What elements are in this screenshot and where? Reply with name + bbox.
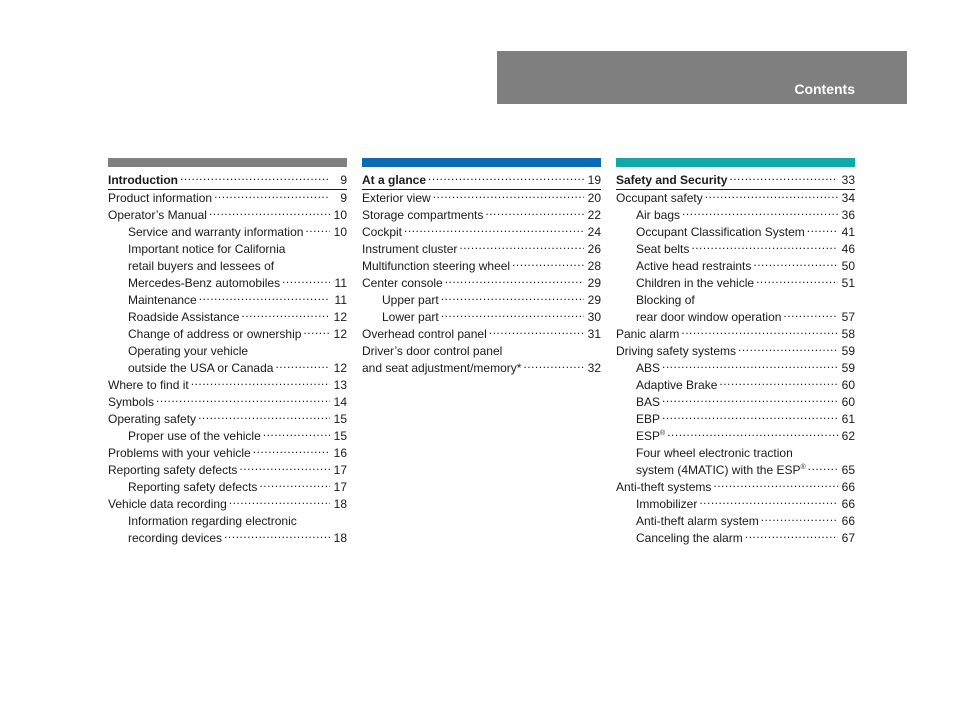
toc-entry-page: 24 (587, 225, 601, 239)
toc-entry[interactable] (108, 428, 347, 445)
toc-entry[interactable] (108, 241, 347, 258)
dot-leader (745, 530, 838, 542)
dot-leader (287, 241, 330, 253)
dot-leader (253, 445, 330, 457)
toc-entry[interactable] (362, 241, 601, 258)
dot-leader (662, 360, 838, 372)
toc-entry-page: 30 (587, 310, 601, 324)
toc-entry-page: 32 (587, 361, 601, 375)
toc-entry[interactable] (616, 530, 855, 547)
dot-leader (662, 394, 838, 406)
toc-entry-label: EBP (636, 412, 661, 426)
toc-entry-page: 36 (841, 208, 855, 222)
dot-leader (445, 275, 584, 287)
toc-entry-page: 29 (587, 276, 601, 290)
toc-entry-page: 19 (587, 173, 601, 187)
toc-entry[interactable] (616, 343, 855, 360)
toc-entry-label: Multifunction steering wheel (362, 259, 511, 273)
toc-entry[interactable] (616, 445, 855, 462)
toc-entry-label: Adaptive Brake (636, 378, 718, 392)
toc-entry-page: 12 (333, 361, 347, 375)
dot-leader (713, 479, 838, 491)
toc-entry[interactable] (362, 207, 601, 224)
toc-entry-label: Information regarding electronic (128, 514, 297, 528)
toc-entry[interactable] (616, 428, 855, 445)
toc-entry[interactable] (616, 207, 855, 224)
toc-entry-label: Change of address or ownership (128, 327, 302, 341)
toc-column-at-a-glance (362, 158, 601, 377)
dot-leader (783, 309, 838, 321)
toc-entry-label: Blocking of (636, 293, 695, 307)
dot-leader (753, 258, 838, 270)
toc-entry-label: Important notice for California (128, 242, 286, 256)
toc-entry-label: Anti-theft alarm system (636, 514, 759, 528)
dot-leader (433, 190, 584, 202)
toc-column-safety-and-security (616, 158, 855, 547)
toc-entry-label: Where to find it (108, 378, 189, 392)
toc-entry-page: 20 (587, 191, 601, 205)
toc-entry[interactable] (616, 496, 855, 513)
toc-entry[interactable] (362, 326, 601, 343)
toc-entry-page: 59 (841, 344, 855, 358)
dot-leader (756, 275, 838, 287)
toc-entry-label: Upper part (382, 293, 439, 307)
toc-entry-page: 16 (333, 446, 347, 460)
toc-entry[interactable] (616, 377, 855, 394)
toc-entry-label: Operator’s Manual (108, 208, 207, 222)
toc-entry[interactable] (616, 326, 855, 343)
registered-mark: ® (800, 464, 806, 471)
toc-entry-label: Children in the vehicle (636, 276, 755, 290)
dot-leader (156, 394, 330, 406)
toc-entry-page: 31 (587, 327, 601, 341)
toc-entry-label: Reporting safety defects (128, 480, 258, 494)
toc-entry[interactable] (108, 224, 347, 241)
toc-entry[interactable] (616, 360, 855, 377)
toc-entry-page: 10 (333, 225, 347, 239)
dot-leader (667, 428, 838, 440)
toc-entry-page: 66 (841, 497, 855, 511)
toc-entry[interactable] (616, 479, 855, 496)
toc-entry-label: Operating your vehicle (128, 344, 249, 358)
header-band (497, 51, 907, 104)
dot-leader (485, 207, 584, 219)
toc-entry-page: 60 (841, 378, 855, 392)
toc-entry-label: Product information (108, 191, 213, 205)
toc-entry[interactable] (108, 360, 347, 377)
toc-entry[interactable] (108, 445, 347, 462)
toc-entry-label: Safety and Security (616, 173, 728, 187)
dot-leader (691, 241, 838, 253)
toc-entry-label: Active head restraints (636, 259, 752, 273)
toc-entry[interactable] (616, 411, 855, 428)
toc-entry-label: Reporting safety defects (108, 463, 238, 477)
toc-entry-page: 11 (334, 276, 347, 290)
toc-entry-page: 57 (841, 310, 855, 324)
toc-entry-page: 17 (333, 480, 347, 494)
dot-leader (180, 172, 330, 184)
toc-entry-label: Mercedes-Benz automobiles (128, 276, 281, 290)
dot-leader (738, 343, 838, 355)
toc-entry-label: BAS (636, 395, 661, 409)
toc-entry-label: system (4MATIC) with the ESP® (636, 463, 806, 477)
toc-entry-label: Driver’s door control panel (362, 344, 503, 358)
toc-entry[interactable] (362, 292, 601, 309)
dot-leader (191, 377, 330, 389)
toc-entry-label: Problems with your vehicle (108, 446, 251, 460)
toc-entry[interactable] (108, 479, 347, 496)
dot-leader (250, 343, 330, 355)
toc-entry-label: outside the USA or Canada (128, 361, 274, 375)
dot-leader (662, 411, 838, 423)
toc-entry[interactable] (108, 462, 347, 479)
toc-entry-page: 15 (333, 412, 347, 426)
toc-entry-label: Driving safety systems (616, 344, 737, 358)
toc-entry[interactable] (108, 172, 347, 190)
toc-entry[interactable] (616, 513, 855, 530)
dot-leader (275, 360, 330, 372)
toc-entry[interactable] (108, 394, 347, 411)
toc-entry[interactable] (108, 411, 347, 428)
toc-column-introduction (108, 158, 347, 547)
toc-entry-page: 33 (841, 173, 855, 187)
toc-entry-label: Exterior view (362, 191, 431, 205)
toc-entry[interactable] (616, 394, 855, 411)
toc-entry[interactable] (108, 292, 347, 309)
dot-leader (224, 530, 330, 542)
toc-entry-label: Vehicle data recording (108, 497, 227, 511)
dot-leader (489, 326, 584, 338)
toc-entry-label: rear door window operation (636, 310, 782, 324)
toc-entry-page: 66 (841, 514, 855, 528)
toc-entry[interactable] (616, 258, 855, 275)
dot-leader (512, 258, 584, 270)
toc-entry[interactable] (362, 275, 601, 292)
dot-leader (299, 513, 330, 525)
toc-entry-page: 18 (333, 531, 347, 545)
toc-entry-label: Canceling the alarm (636, 531, 743, 545)
dot-leader (699, 496, 838, 508)
toc-entry-label: Seat belts (636, 242, 690, 256)
toc-entry[interactable] (616, 224, 855, 241)
toc-entry-page: 65 (841, 463, 855, 477)
toc-entry-page: 51 (841, 276, 855, 290)
toc-list (108, 172, 347, 547)
toc-entry-page: 50 (841, 259, 855, 273)
toc-entry-label: Proper use of the vehicle (128, 429, 261, 443)
toc-entry[interactable] (362, 258, 601, 275)
dot-leader (241, 309, 330, 321)
toc-entry-page: 9 (340, 173, 347, 187)
toc-entry-label: Storage compartments (362, 208, 484, 222)
toc-entry-label: Service and warranty information (128, 225, 304, 239)
toc-entry-label: Anti-theft systems (616, 480, 712, 494)
toc-entry-label: Cockpit (362, 225, 403, 239)
dot-leader (719, 377, 838, 389)
toc-entry[interactable] (108, 530, 347, 547)
dot-leader (795, 445, 838, 457)
dot-leader (523, 360, 584, 372)
toc-entry-label: recording devices (128, 531, 223, 545)
toc-entry[interactable] (108, 207, 347, 224)
toc-entry-page: 22 (587, 208, 601, 222)
toc-entry-page: 61 (841, 412, 855, 426)
toc-entry-label: and seat adjustment/memory* (362, 361, 522, 375)
toc-entry-page: 17 (333, 463, 347, 477)
toc-entry-label: Introduction (108, 173, 178, 187)
dot-leader (808, 462, 838, 474)
toc-entry-label: Occupant safety (616, 191, 703, 205)
dot-leader (729, 172, 838, 184)
dot-leader (459, 241, 584, 253)
toc-entry-label: Instrument cluster (362, 242, 458, 256)
dot-leader (697, 292, 838, 304)
toc-entry-page: 12 (333, 327, 347, 341)
toc-entry-label: ESP® (636, 429, 666, 443)
dot-leader (441, 292, 584, 304)
toc-entry[interactable] (362, 343, 601, 360)
dot-leader (404, 224, 584, 236)
toc-entry-label: Roadside Assistance (128, 310, 240, 324)
dot-leader (305, 224, 330, 236)
section-color-bar (108, 158, 347, 167)
dot-leader (239, 462, 330, 474)
toc-entry-page: 66 (841, 480, 855, 494)
toc-entry-label: Air bags (636, 208, 681, 222)
toc-entry[interactable] (108, 326, 347, 343)
dot-leader (428, 172, 584, 184)
toc-entry-label: Center console (362, 276, 443, 290)
dot-leader (229, 496, 330, 508)
dot-leader (807, 224, 838, 236)
dot-leader (214, 190, 330, 202)
toc-entry-page: 14 (333, 395, 347, 409)
dot-leader (198, 411, 330, 423)
dot-leader (259, 479, 330, 491)
dot-leader (303, 326, 330, 338)
toc-entry-page: 15 (333, 429, 347, 443)
toc-entry[interactable] (362, 190, 601, 207)
toc-entry-label: Occupant Classification System (636, 225, 805, 239)
toc-entry-label: At a glance (362, 173, 427, 187)
toc-entry[interactable] (362, 224, 601, 241)
toc-entry-page: 67 (841, 531, 855, 545)
toc-entry-page: 34 (841, 191, 855, 205)
toc-entry[interactable] (616, 190, 855, 207)
toc-entry[interactable] (362, 172, 601, 190)
dot-leader (199, 292, 330, 304)
toc-entry[interactable] (616, 241, 855, 258)
toc-list (616, 172, 855, 547)
toc-entry[interactable] (108, 258, 347, 275)
toc-entry[interactable] (108, 275, 347, 292)
toc-entry-label: Overhead control panel (362, 327, 487, 341)
dot-leader (761, 513, 838, 525)
toc-entry-page: 58 (841, 327, 855, 341)
toc-entry-label: Maintenance (128, 293, 197, 307)
toc-entry-page: 60 (841, 395, 855, 409)
section-color-bar (362, 158, 601, 167)
toc-entry-page: 10 (333, 208, 347, 222)
toc-entry-page: 28 (587, 259, 601, 273)
dot-leader (681, 326, 838, 338)
toc-entry-label: Lower part (382, 310, 439, 324)
toc-entry[interactable] (108, 309, 347, 326)
toc-entry[interactable] (616, 309, 855, 326)
toc-entry[interactable] (108, 496, 347, 513)
toc-entry[interactable] (362, 309, 601, 326)
toc-entry-page: 41 (841, 225, 855, 239)
dot-leader (682, 207, 838, 219)
dot-leader (441, 309, 584, 321)
toc-entry-page: 9 (340, 191, 347, 205)
toc-entry[interactable] (108, 343, 347, 360)
toc-entry-label: retail buyers and lessees of (128, 259, 275, 273)
toc-entry-page: 62 (841, 429, 855, 443)
toc-entry[interactable] (108, 377, 347, 394)
toc-entry[interactable] (108, 513, 347, 530)
toc-entry-page: 13 (333, 378, 347, 392)
toc-entry-page: 18 (333, 497, 347, 511)
toc-entry-label: ABS (636, 361, 661, 375)
toc-entry-page: 12 (333, 310, 347, 324)
toc-entry-page: 59 (841, 361, 855, 375)
dot-leader (263, 428, 330, 440)
toc-entry-page: 29 (587, 293, 601, 307)
registered-mark: ® (660, 430, 666, 437)
toc-entry[interactable] (362, 360, 601, 377)
toc-entry-label: Symbols (108, 395, 155, 409)
toc-entry-page: 46 (841, 242, 855, 256)
dot-leader (705, 190, 838, 202)
toc-entry-label: Panic alarm (616, 327, 680, 341)
toc-entry[interactable] (616, 275, 855, 292)
toc-entry-page: 26 (587, 242, 601, 256)
toc-entry[interactable] (616, 462, 855, 479)
toc-entry-label: Immobilizer (636, 497, 698, 511)
dot-leader (209, 207, 330, 219)
toc-entry[interactable] (616, 172, 855, 190)
toc-entry-label: Four wheel electronic traction (636, 446, 793, 460)
dot-leader (282, 275, 330, 287)
page-title: Contents (794, 81, 855, 97)
toc-list (362, 172, 601, 377)
dot-leader (504, 343, 584, 355)
toc-entry[interactable] (108, 190, 347, 207)
toc-entry-page: 11 (334, 293, 347, 307)
toc-entry-label: Operating safety (108, 412, 197, 426)
section-color-bar (616, 158, 855, 167)
dot-leader (276, 258, 330, 270)
toc-entry[interactable] (616, 292, 855, 309)
